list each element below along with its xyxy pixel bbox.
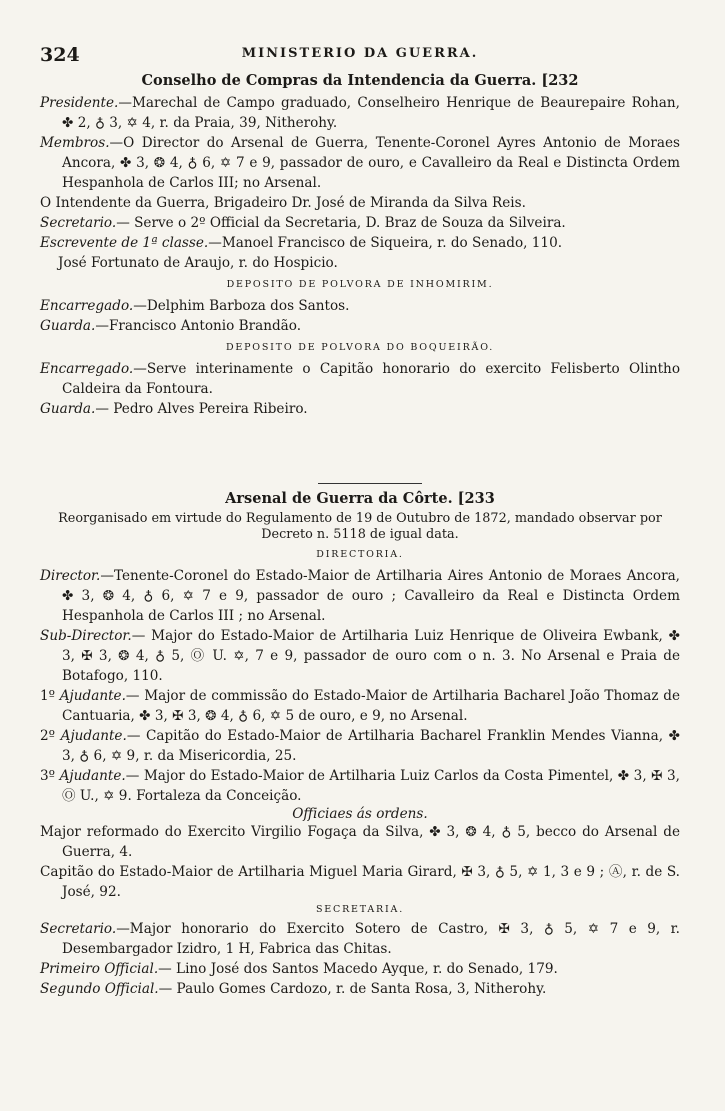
label-secretario: Secretario.: [40, 215, 117, 231]
running-title: MINISTERIO DA GUERRA.: [241, 46, 479, 61]
entry-secretario-arsenal: [40, 919, 680, 959]
text-primeiro-official: — Lino José dos Santos Macedo Ayque, r. do Senado, 179.: [158, 961, 558, 977]
entry-segundo-official: [40, 979, 680, 999]
label-dep1-encarregado: Encarregado.: [40, 298, 134, 314]
label-dep2-guarda: Guarda.: [40, 401, 96, 417]
entry-intendente: O Intendente da Guerra, Brigadeiro Dr. José de Miranda da Silva Reis.: [40, 195, 526, 211]
text-escrevente: —Manoel Francisco de Siqueira, r. do Senado, 110.: [208, 235, 563, 251]
text-ajudante-2: — Capitão do Estado-Maior de Artilharia Bacharel Franklin Mendes Vianna, ✤ 3, ♁ 6, ✡ 9, r. da Misericordia, 25.: [62, 728, 680, 764]
entry-primeiro-official: [40, 959, 680, 979]
page-number: 324: [40, 44, 80, 66]
section-divider: [318, 483, 422, 484]
subsection-directoria: DIRECTORIA.: [316, 549, 404, 560]
subsection-deposito-inhomirim: DEPOSITO DE POLVORA DE INHOMIRIM.: [226, 279, 494, 290]
text-ajudante-1: — Major de commissão do Estado-Maior de Artilharia Bacharel João Thomaz de Cantuaria, ✤ 3, ✠ 3, ❂ 4, ♁ 6, ✡ 5 de ouro, e 9, no Arsenal.: [62, 688, 680, 724]
entry-ajudante-3: [40, 766, 680, 806]
entry-dep1-guarda: [40, 316, 680, 336]
text-presidente: —Marechal de Campo graduado, Conselheiro Henrique de Beaurepaire Rohan, ✤ 2, ♁ 3, ✡ 4, r. da Praia, 39, Nitherohy.: [62, 95, 680, 131]
entry-secretario: [40, 213, 680, 233]
label-subdirector: Sub-Director.: [40, 628, 132, 644]
page-header: [40, 44, 680, 68]
entry-director: [40, 566, 680, 626]
section-title-arsenal: Arsenal de Guerra da Côrte. [233: [225, 490, 495, 507]
label-dep2-encarregado: Encarregado.: [40, 361, 134, 377]
entry-presidente: [40, 93, 680, 133]
num-ajudante-3: 3º: [40, 768, 56, 784]
subsection-officiaes: Officiaes ás ordens.: [292, 806, 428, 822]
entry-officiaes-1: Major reformado do Exercito Virgilio Fogaça da Silva, ✤ 3, ❂ 4, ♁ 5, becco do Arsenal de Guerra, 4.: [40, 824, 680, 860]
text-subdirector: — Major do Estado-Maior de Artilharia Luiz Henrique de Oliveira Ewbank, ✤ 3, ✠ 3, ❂ 4, ♁ 5, Ⓞ U. ✡, 7 e 9, passador de ouro com o n. 3. No Arsenal e Praia de Botafogo, 110.: [62, 628, 680, 684]
entry-dep2-encarregado: [40, 359, 680, 399]
entry-ajudante-2: [40, 726, 680, 766]
label-ajudante-2: Ajudante.: [60, 728, 127, 744]
text-director: —Tenente-Coronel do Estado-Maior de Artilharia Aires Antonio de Moraes Ancora, ✤ 3, ❂ 4, ♁ 6, ✡ 7 e 9, passador de ouro ; Cavalleiro da Real e Distincta Ordem Hespanhola de Carlos III ; no Arsenal.: [62, 568, 680, 624]
label-dep1-guarda: Guarda.: [40, 318, 96, 334]
text-dep2-encarregado: —Serve interinamente o Capitão honorario do exercito Felisberto Olintho Caldeira da Fontoura.: [62, 361, 680, 397]
num-ajudante-1: 1º: [40, 688, 56, 704]
label-director: Director.: [40, 568, 101, 584]
label-secretario-arsenal: Secretario.: [40, 921, 117, 937]
entry-ajudante-1: [40, 686, 680, 726]
label-escrevente: Escrevente de 1ª classe.: [40, 235, 209, 251]
entry-subdirector: [40, 626, 680, 686]
entry-officiaes-2: Capitão do Estado-Maior de Artilharia Miguel Maria Girard, ✠ 3, ♁ 5, ✡ 1, 3 e 9 ; Ⓐ, r. de S. José, 92.: [40, 864, 680, 900]
section-subtitle-arsenal: Reorganisado em virtude do Regulamento de 19 de Outubro de 1872, mandado observar por Decreto n. 5118 de igual data.: [58, 511, 662, 542]
text-dep1-encarregado: —Delphim Barboza dos Santos.: [133, 298, 350, 314]
label-segundo-official: Segundo Official.: [40, 981, 159, 997]
text-dep2-guarda: — Pedro Alves Pereira Ribeiro.: [95, 401, 308, 417]
subsection-secretaria: SECRETARIA.: [315, 904, 405, 915]
entry-dep2-guarda: [40, 399, 680, 419]
entry-dep1-encarregado: [40, 296, 680, 316]
section-conselho: [40, 72, 680, 419]
text-secretario-arsenal: —Major honorario do Exercito Sotero de Castro, ✠ 3, ♁ 5, ✡ 7 e 9, r. Desembargador Izidro, 1 H, Fabrica das Chitas.: [62, 921, 680, 957]
label-primeiro-official: Primeiro Official.: [40, 961, 159, 977]
label-ajudante-1: Ajudante.: [59, 688, 126, 704]
num-ajudante-2: 2º: [40, 728, 56, 744]
text-segundo-official: — Paulo Gomes Cardozo, r. de Santa Rosa, 3, Nitherohy.: [158, 981, 547, 997]
entry-escrevente-2: José Fortunato de Araujo, r. do Hospicio.: [58, 255, 338, 271]
subsection-deposito-boqueirao: DEPOSITO DE POLVORA DO BOQUEIRÃO.: [225, 342, 495, 353]
section-title-conselho: Conselho de Compras da Intendencia da Guerra. [232: [141, 72, 579, 89]
text-ajudante-3: — Major do Estado-Maior de Artilharia Luiz Carlos da Costa Pimentel, ✤ 3, ✠ 3, Ⓞ U., ✡ 9. Fortaleza da Conceição.: [62, 768, 680, 804]
text-secretario: — Serve o 2º Official da Secretaria, D. Braz de Souza da Silveira.: [116, 215, 566, 231]
label-membros: Membros.: [40, 135, 110, 151]
text-membros: —O Director do Arsenal de Guerra, Tenente-Coronel Ayres Antonio de Moraes Ancora, ✤ 3, ❂ 4, ♁ 6, ✡ 7 e 9, passador de ouro, e Cavalleiro da Real e Distincta Ordem Hespanhola de Carlos III; no Arsenal.: [62, 135, 680, 191]
label-ajudante-3: Ajudante.: [59, 768, 126, 784]
entry-membros: [40, 133, 680, 193]
section-arsenal: [40, 490, 680, 999]
entry-escrevente: [40, 233, 680, 253]
text-dep1-guarda: —Francisco Antonio Brandão.: [95, 318, 302, 334]
label-presidente: Presidente.: [40, 95, 119, 111]
